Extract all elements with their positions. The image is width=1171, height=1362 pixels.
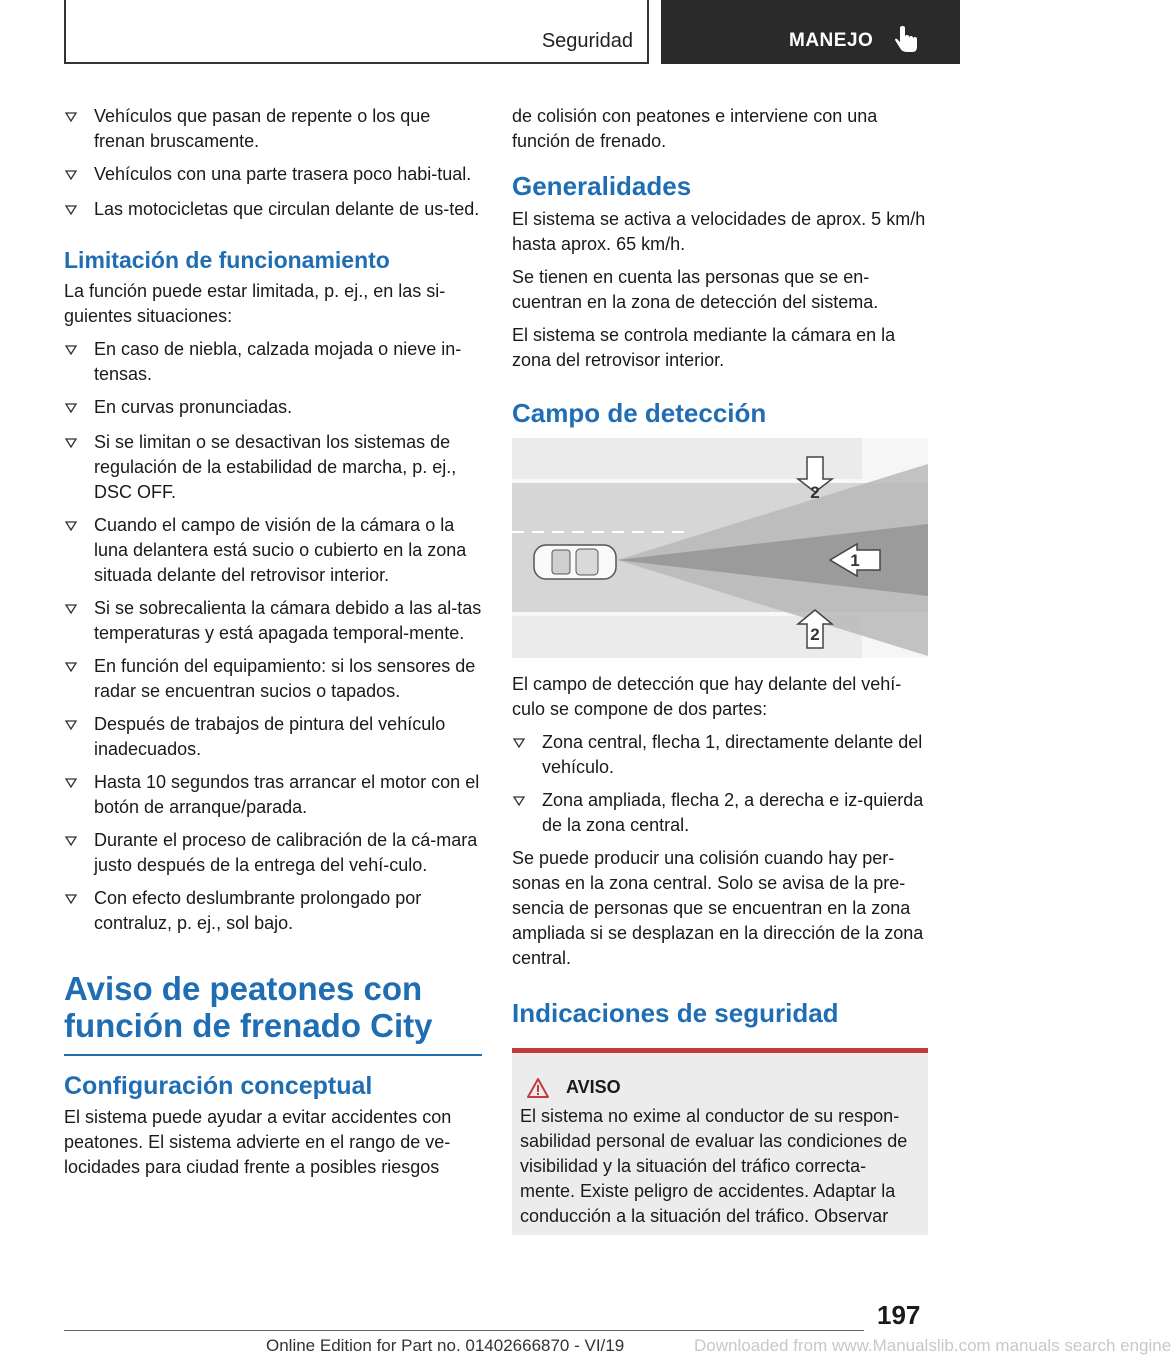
chapter-tab[interactable]	[661, 0, 960, 64]
car-top-view-icon	[534, 545, 616, 579]
list-item	[64, 828, 482, 878]
triangle-bullet-icon	[64, 513, 94, 588]
list-item	[64, 654, 482, 704]
triangle-bullet-icon	[64, 197, 94, 224]
list-item	[64, 712, 482, 762]
triangle-bullet-icon	[512, 788, 542, 838]
section-label: Seguridad	[541, 30, 633, 52]
list-item	[64, 104, 482, 154]
list-item-text: Vehículos que pasan de repente o los que frenan bruscamente.	[94, 106, 431, 151]
continued-text: de colisión con peatones e interviene con una función de frenado.	[512, 106, 878, 151]
limitation-heading: Limitación de funcionamiento	[64, 247, 390, 273]
list-item-text: Zona ampliada, flecha 2, a derecha e iz-quierda de la zona central.	[542, 790, 924, 835]
triangle-bullet-icon	[64, 162, 94, 189]
left-column	[64, 104, 482, 1188]
svg-text:2: 2	[810, 625, 820, 644]
triangle-bullet-icon	[64, 596, 94, 646]
detection-bullet-list	[512, 730, 928, 838]
list-item-text: Vehículos con una parte trasera poco habi-tual.	[94, 164, 472, 184]
warning-box	[512, 1048, 928, 1235]
list-item	[64, 162, 482, 189]
warning-triangle-icon	[526, 1077, 550, 1099]
list-item-text: Cuando el campo de visión de la cámara o la luna delantera está sucio o cubierto en la zona situada delante del retrovisor interior.	[94, 515, 467, 585]
list-item-text: Con efecto deslumbrante prolongado por contraluz, p. ej., sol bajo.	[94, 888, 422, 933]
triangle-bullet-icon	[64, 770, 94, 820]
list-item	[64, 430, 482, 505]
detection-text: Se puede producir una colisión cuando hay per-sonas en la zona central. Solo se avisa de la pre-sencia de personas que se encuentran en la zona ampliada si se desplazan en la dirección de la zona central.	[512, 848, 924, 968]
warning-label: AVISO	[566, 1077, 621, 1097]
triangle-bullet-icon	[64, 104, 94, 154]
list-item-text: Después de trabajos de pintura del vehículo inadecuados.	[94, 714, 446, 759]
svg-text:1: 1	[850, 551, 860, 570]
bullet-list-b	[64, 337, 482, 936]
detection-heading: Campo de detección	[512, 398, 767, 428]
list-item	[64, 197, 482, 224]
general-paragraph: El sistema se activa a velocidades de aprox. 5 km/h hasta aprox. 65 km/h.	[512, 209, 926, 254]
triangle-bullet-icon	[64, 712, 94, 762]
concept-text: El sistema puede ayudar a evitar accidentes con peatones. El sistema advierte en el rango de ve-locidades para ciudad frente a posibles riesgos	[64, 1107, 452, 1177]
header-frame	[64, 0, 649, 64]
concept-heading: Configuración conceptual	[64, 1072, 373, 1100]
right-column	[512, 104, 928, 1235]
general-paragraph: Se tienen en cuenta las personas que se en-cuentran en la zona de detección del sistema.	[512, 267, 879, 312]
list-item-text: En curvas pronunciadas.	[94, 397, 293, 417]
chapter-label: MANEJO	[789, 30, 874, 51]
general-paragraph: El sistema se controla mediante la cámara en la zona del retrovisor interior.	[512, 325, 896, 370]
list-item	[64, 513, 482, 588]
triangle-bullet-icon	[64, 337, 94, 387]
svg-text:2: 2	[810, 483, 820, 502]
footer-watermark: Downloaded from www.Manualslib.com manuals search engine	[694, 1336, 1171, 1355]
list-item-text: Si se limitan o se desactivan los sistemas de regulación de la estabilidad de marcha, p. ej., DSC OFF.	[94, 432, 457, 502]
general-heading: Generalidades	[512, 171, 692, 201]
list-item-text: Durante el proceso de calibración de la cá-mara justo después de la entrega del vehí-culo.	[94, 830, 478, 875]
list-item-text: En caso de niebla, calzada mojada o nieve in-tensas.	[94, 339, 462, 384]
triangle-bullet-icon	[512, 730, 542, 780]
triangle-bullet-icon	[64, 886, 94, 936]
triangle-bullet-icon	[64, 654, 94, 704]
warning-text: El sistema no exime al conductor de su respon-sabilidad personal de evaluar las condiciones de visibilidad y la situación del tráfico correcta-mente. Existe peligro de accidentes. Adaptar la conducción a la situación del tráfico. Observar	[520, 1106, 908, 1226]
limitation-intro: La función puede estar limitada, p. ej., en las si-guientes situaciones:	[64, 281, 446, 326]
list-item-text: Zona central, flecha 1, directamente delante del vehículo.	[542, 732, 923, 777]
list-item-text: Hasta 10 segundos tras arrancar el motor con el botón de arranque/parada.	[94, 772, 480, 817]
list-item	[64, 395, 482, 422]
warning-header	[520, 1075, 920, 1100]
list-item	[512, 730, 928, 780]
list-item	[64, 596, 482, 646]
list-item	[64, 770, 482, 820]
list-item	[64, 886, 482, 936]
triangle-bullet-icon	[64, 430, 94, 505]
list-item-text: Las motocicletas que circulan delante de us-ted.	[94, 199, 480, 219]
triangle-bullet-icon	[64, 395, 94, 422]
main-heading: Aviso de peatones con función de frenado City	[64, 970, 433, 1044]
detection-intro: El campo de detección que hay delante del vehí-culo se compone de dos partes:	[512, 674, 902, 719]
heading-rule	[64, 1054, 482, 1056]
list-item-text: Si se sobrecalienta la cámara debido a las al-tas temperaturas y está apagada temporal-mente.	[94, 598, 482, 643]
list-item-text: En función del equipamiento: si los sensores de radar se encuentran sucios o tapados.	[94, 656, 476, 701]
hand-pointer-icon	[894, 26, 920, 54]
footer-rule	[64, 1330, 864, 1331]
safety-heading: Indicaciones de seguridad	[512, 998, 839, 1028]
triangle-bullet-icon	[64, 828, 94, 878]
bullet-list-a	[64, 104, 482, 224]
page-number: 197	[877, 1300, 921, 1330]
detection-zone-figure	[512, 438, 928, 658]
list-item	[64, 337, 482, 387]
footer-edition: Online Edition for Part no. 01402666870 - VI/19	[266, 1336, 625, 1355]
list-item	[512, 788, 928, 838]
